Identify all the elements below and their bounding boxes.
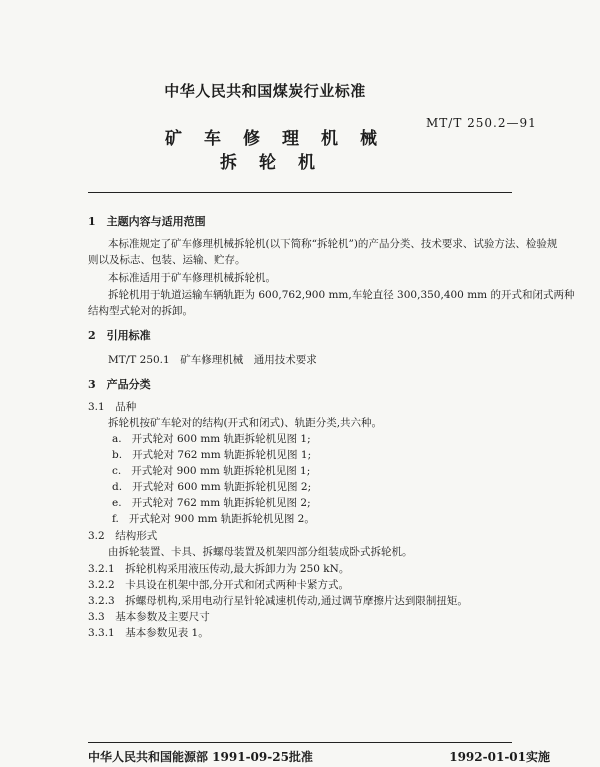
section-3-2-3: 3.2.3 拆螺母机构,采用电动行星针轮减速机传动,通过调节摩擦片达到限制扭矩。 bbox=[88, 595, 468, 607]
list-item-text: 开式轮对 900 mm 轨距拆轮机见图 2。 bbox=[128, 513, 315, 525]
list-item bbox=[112, 447, 311, 463]
title-line-1: 矿车修理机械 bbox=[165, 129, 399, 149]
reference-standard: MT/T 250.1 矿车修理机械 通用技术要求 bbox=[108, 354, 317, 366]
list-item bbox=[112, 463, 310, 479]
section-3-1-heading: 3.1 品种 bbox=[88, 401, 137, 413]
section-1-paragraph-2: 本标准适用于矿车修理机械拆轮机。 bbox=[108, 272, 276, 284]
list-item-text: 开式轮对 762 mm 轨距拆轮机见图 1; bbox=[132, 449, 312, 461]
list-item bbox=[112, 479, 311, 495]
section-3-3: 3.3 基本参数及主要尺寸 bbox=[88, 611, 210, 623]
section-3-2-1: 3.2.1 拆轮机构采用液压传动,最大拆卸力为 250 kN。 bbox=[88, 563, 350, 575]
section-3-2-heading: 3.2 结构形式 bbox=[88, 530, 158, 542]
issuing-organization: 中华人民共和国煤炭行业标准 bbox=[164, 82, 366, 100]
section-3-2-intro: 由拆轮装置、卡具、拆螺母装置及机架四部分组装成卧式拆轮机。 bbox=[108, 546, 413, 558]
section-1-paragraph-3: 拆轮机用于轨道运输车辆轨距为 600,762,900 mm,车轮直径 300,350,400 mm 的开式和闭式两种 bbox=[108, 289, 575, 301]
section-1-heading: 1 主题内容与适用范围 bbox=[88, 215, 206, 228]
list-item-label: d. bbox=[112, 481, 123, 493]
section-3-3-1: 3.3.1 基本参数见表 1。 bbox=[88, 627, 209, 639]
list-item-label: e. bbox=[112, 497, 122, 509]
list-item-text: 开式轮对 600 mm 轨距拆轮机见图 1; bbox=[131, 433, 311, 445]
list-item bbox=[112, 495, 311, 511]
list-item-text: 开式轮对 900 mm 轨距拆轮机见图 1; bbox=[131, 465, 311, 477]
section-3-heading: 3 产品分类 bbox=[88, 378, 151, 391]
list-item-label: b. bbox=[112, 449, 123, 461]
section-2-heading: 2 引用标准 bbox=[88, 329, 151, 342]
list-item bbox=[112, 511, 315, 527]
header-divider bbox=[88, 192, 512, 193]
standard-code: MT/T 250.2—91 bbox=[426, 116, 537, 130]
list-item-label: f. bbox=[112, 513, 119, 525]
approval-line: 中华人民共和国能源部 1991-09-25批准 bbox=[88, 750, 313, 764]
section-3-2-2: 3.2.2 卡具设在机架中部,分开式和闭式两种卡紧方式。 bbox=[88, 579, 350, 591]
list-item bbox=[112, 431, 311, 447]
list-item-text: 开式轮对 762 mm 轨距拆轮机见图 2; bbox=[131, 497, 311, 509]
section-3-1-intro: 拆轮机按矿车轮对的结构(开式和闭式)、轨距分类,共六种。 bbox=[108, 417, 383, 429]
section-1-paragraph-1: 本标准规定了矿车修理机械拆轮机(以下简称“拆轮机”)的产品分类、技术要求、试验方法、检验规 bbox=[108, 238, 558, 250]
section-1-paragraph-3-cont: 结构型式轮对的拆卸。 bbox=[88, 305, 193, 317]
effective-date: 1992-01-01实施 bbox=[449, 750, 550, 764]
footer-divider bbox=[88, 742, 512, 743]
list-item-label: a. bbox=[112, 433, 122, 445]
section-1-paragraph-1-cont: 则以及标志、包装、运输、贮存。 bbox=[88, 254, 246, 266]
title-line-2: 拆轮机 bbox=[220, 153, 337, 173]
list-item-label: c. bbox=[112, 465, 122, 477]
list-item-text: 开式轮对 600 mm 轨距拆轮机见图 2; bbox=[132, 481, 312, 493]
